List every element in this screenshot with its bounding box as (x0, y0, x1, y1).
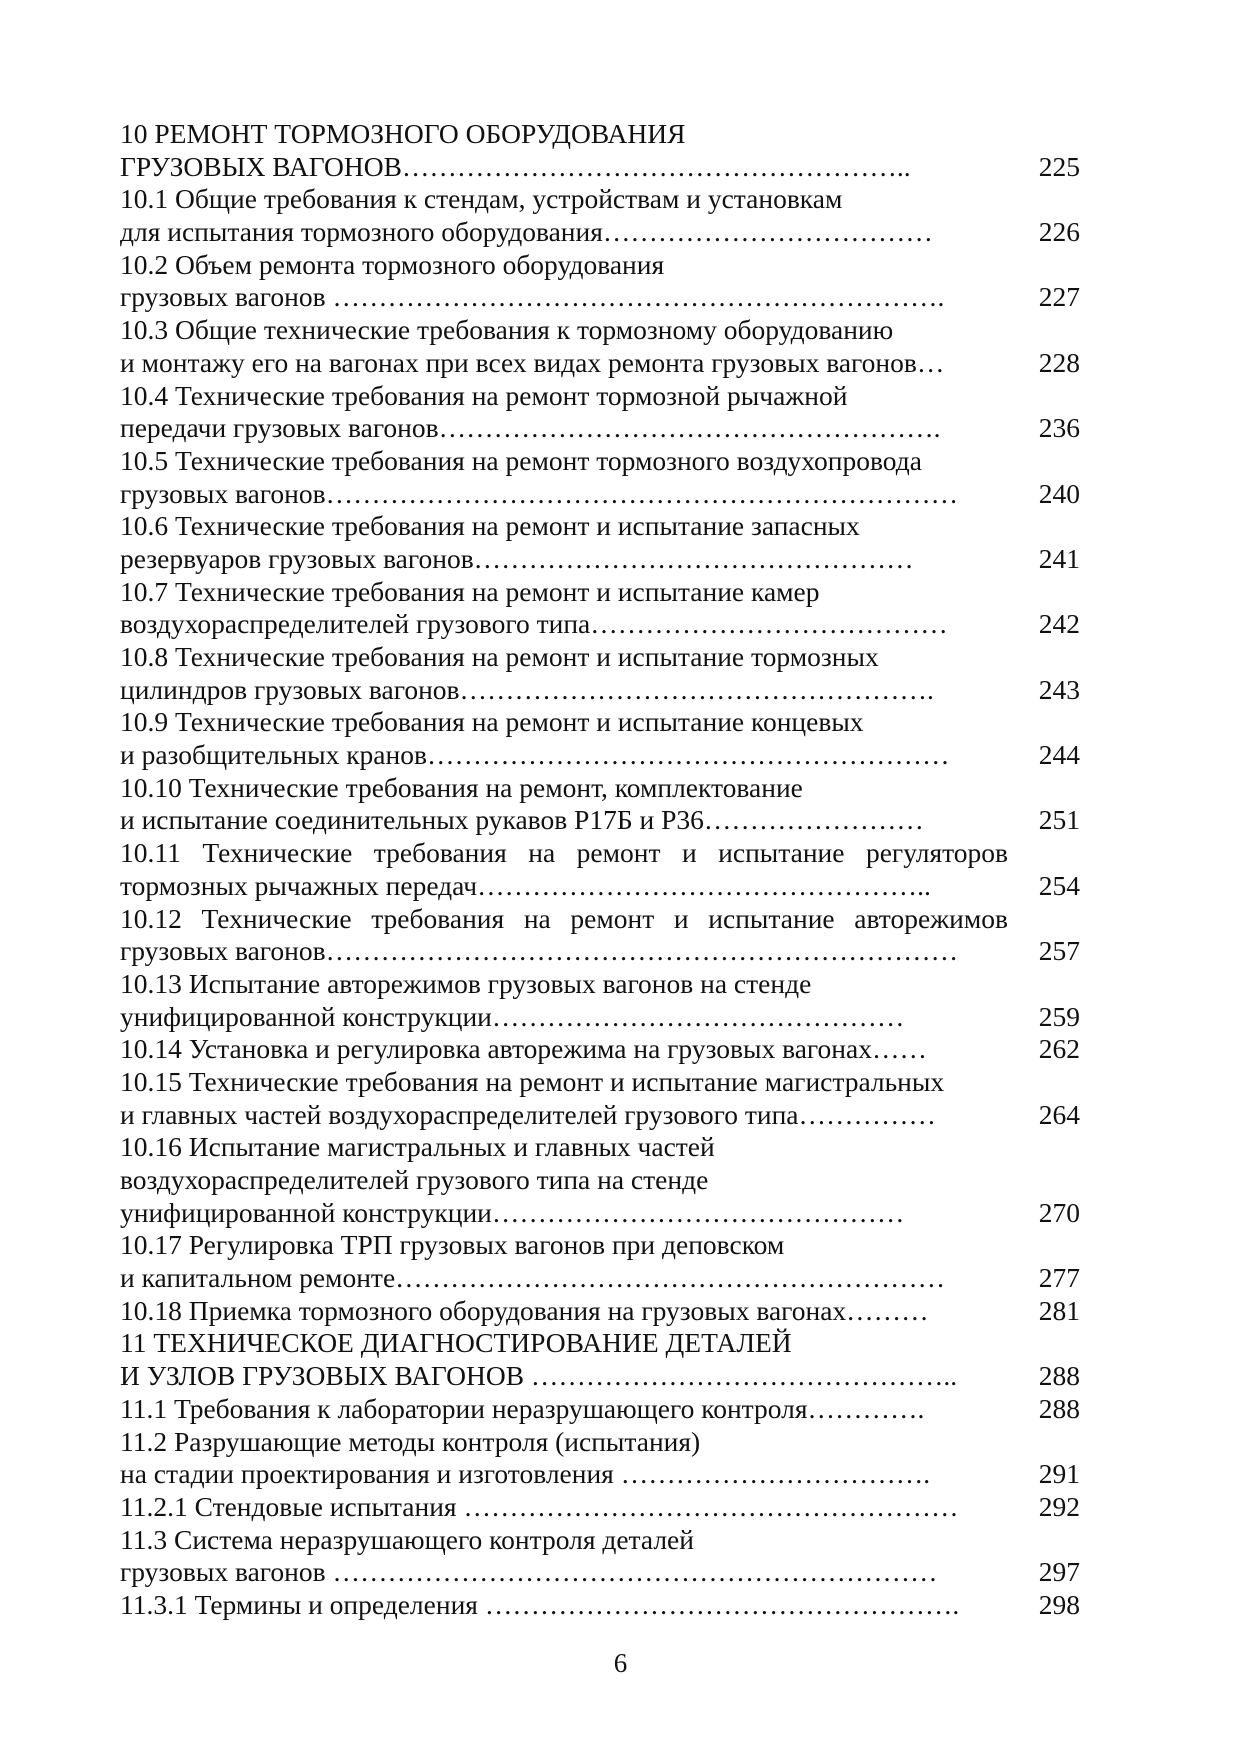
toc-entry-text: 10.16 Испытание магистральных и главных частей (120, 1131, 715, 1163)
toc-entry-text: воздухораспределителей грузового типа на стенде (120, 1164, 709, 1195)
toc-entry[interactable] (120, 772, 1080, 837)
toc-entry[interactable] (120, 641, 1080, 706)
toc-entry-text: унифицированной конструкции……………………………………… (120, 1196, 905, 1228)
toc-page-number: 297 (1038, 1556, 1080, 1588)
toc-page-number: 277 (1038, 1262, 1080, 1294)
toc-entry-text: 10.13 Испытание авторежимов грузовых вагонов на стенде (120, 967, 812, 999)
toc-page-number: 228 (1038, 346, 1080, 378)
toc-entry-text: ГРУЗОВЫХ ВАГОНОВ……………………………………………….. (120, 150, 911, 182)
toc-entry-text: резервуаров грузовых вагонов………………………………………… (120, 542, 914, 574)
toc-entry-text: 10.5 Технические требования на ремонт тормозного воздухопровода (120, 444, 922, 476)
toc-entry[interactable] (120, 706, 1080, 771)
toc-entry-text: 10.15 Технические требования на ремонт и испытание магистральных (120, 1065, 945, 1097)
page-number: 6 (613, 1648, 628, 1678)
toc-entry-text: воздухораспределителей грузового типа………………………………… (120, 608, 948, 640)
toc-entry-text: 10.14 Установка и регулировка авторежима на грузовых вагонах…… (120, 1033, 927, 1065)
toc-entry-text: грузовых вагонов …………………………………………………………. (120, 281, 945, 313)
toc-entry-text: тормозных рычажных передач………………………………………….. (120, 869, 931, 901)
toc-page-number: 292 (1038, 1490, 1080, 1522)
toc-entry[interactable] (120, 314, 1080, 379)
toc-page-number: 243 (1038, 673, 1080, 705)
toc-entry[interactable] (120, 968, 1080, 1033)
toc-entry-text: 10.11 Технические требования на ремонт и испытание регуляторов (120, 837, 1008, 869)
toc-entry[interactable] (120, 1589, 1080, 1622)
toc-page-number: 270 (1038, 1196, 1080, 1228)
toc-entry-text: 11.2 Разрушающие методы контроля (испытания) (120, 1425, 701, 1457)
toc-page-number: 251 (1038, 804, 1080, 836)
toc-entry[interactable] (120, 183, 1080, 248)
toc-entry[interactable] (120, 380, 1080, 445)
toc-entry-text: и главных частей воздухораспределителей грузового типа…………… (120, 1098, 937, 1130)
toc-entry-text: 10.10 Технические требования на ремонт, комплектование (120, 771, 803, 803)
toc-page-number: 241 (1038, 542, 1080, 574)
toc-entry[interactable] (120, 1229, 1080, 1294)
toc-entry-text: 10.3 Общие технические требования к тормозному оборудованию (120, 314, 894, 346)
toc-page-number: 244 (1038, 739, 1080, 771)
toc-page-number: 226 (1038, 216, 1080, 248)
toc-entry-text: 10 РЕМОНТ ТОРМОЗНОГО ОБОРУДОВАНИЯ (120, 118, 686, 149)
toc-page-number: 259 (1038, 1000, 1080, 1032)
toc-page-number: 236 (1038, 412, 1080, 444)
toc-entry-text: передачи грузовых вагонов………………………………………………. (120, 412, 941, 444)
toc-entry-text: и капитальном ремонте…………………………………………………… (120, 1262, 946, 1294)
toc-page-number: 264 (1038, 1098, 1080, 1130)
toc-entry-text: 11.2.1 Стендовые испытания ……………………………………………… (120, 1490, 959, 1522)
toc-entry-text: грузовых вагонов…………………………………………………………… (120, 477, 959, 509)
toc-entry-text: унифицированной конструкции……………………………………… (120, 1000, 905, 1032)
toc-entry-text: 10.8 Технические требования на ремонт и испытание тормозных (120, 641, 879, 672)
toc-entry-text: 10.4 Технические требования на ремонт тормозной рычажной (120, 379, 848, 411)
toc-entry[interactable] (120, 1033, 1080, 1066)
toc-entry-text: 10.7 Технические требования на ремонт и испытание камер (120, 575, 820, 607)
toc-page-number: 288 (1038, 1392, 1080, 1424)
toc-entry-text: и монтажу его на вагонах при всех видах ремонта грузовых вагонов… (120, 346, 945, 378)
toc-page-number: 262 (1038, 1033, 1080, 1065)
toc-entry-text: для испытания тормозного оборудования……………………………… (120, 216, 933, 248)
toc-page-number: 254 (1038, 869, 1080, 901)
toc-entry[interactable] (120, 1066, 1080, 1131)
toc-entry-text: грузовых вагонов ………………………………………………………… (120, 1556, 938, 1588)
toc-entry-text: 11.3.1 Термины и определения ……………………………………………. (120, 1588, 960, 1620)
toc-entry-text: 10.2 Объем ремонта тормозного оборудования (120, 248, 665, 280)
toc-entry[interactable] (120, 1327, 1080, 1392)
toc-page-number: 298 (1038, 1588, 1080, 1620)
toc-entry[interactable] (120, 445, 1080, 510)
toc-entry-text: 10.18 Приемка тормозного оборудования на грузовых вагонах……… (120, 1294, 929, 1326)
toc-entry-text: цилиндров грузовых вагонов……………………………………………. (120, 673, 934, 705)
toc-entry[interactable] (120, 837, 1080, 902)
toc-entry[interactable] (120, 1426, 1080, 1491)
toc-entry[interactable] (120, 1295, 1080, 1328)
toc-entry[interactable] (120, 118, 1080, 183)
toc-entry[interactable] (120, 576, 1080, 641)
toc-entry-text: И УЗЛОВ ГРУЗОВЫХ ВАГОНОВ ……………………………………….. (120, 1360, 958, 1392)
toc-entry-text: 10.6 Технические требования на ремонт и испытание запасных (120, 510, 860, 542)
toc-entry-text: 10.1 Общие требования к стендам, устройствам и установкам (120, 183, 843, 215)
toc-entry[interactable] (120, 1393, 1080, 1426)
toc-page-number: 240 (1038, 477, 1080, 509)
toc-entry-text: грузовых вагонов…………………………………………………………… (120, 935, 959, 967)
toc-page-number: 288 (1038, 1360, 1080, 1392)
toc-entry-text: 10.9 Технические требования на ремонт и испытание концевых (120, 706, 864, 738)
toc-entry-text: 11.1 Требования к лаборатории неразрушающего контроля…………. (120, 1392, 925, 1424)
toc-page-number: 291 (1038, 1458, 1080, 1490)
toc-page-number: 225 (1038, 150, 1080, 182)
toc-entry[interactable] (120, 1524, 1080, 1589)
toc-entry-text: на стадии проектирования и изготовления ……………………………. (120, 1458, 931, 1490)
toc-page-number: 281 (1038, 1294, 1080, 1326)
toc-page-number: 227 (1038, 281, 1080, 313)
toc-page-number: 242 (1038, 608, 1080, 640)
toc-entry-text: и испытание соединительных рукавов Р17Б и Р36…………………… (120, 804, 924, 836)
toc-entry-text: 11 ТЕХНИЧЕСКОЕ ДИАГНОСТИРОВАНИЕ ДЕТАЛЕЙ (120, 1327, 792, 1359)
toc-entry[interactable] (120, 249, 1080, 314)
table-of-contents (120, 118, 1080, 1622)
toc-entry-text: 11.3 Система неразрушающего контроля деталей (120, 1523, 694, 1555)
toc-entry-text: и разобщительных кранов………………………………………………… (120, 739, 950, 771)
toc-entry-text: 10.12 Технические требования на ремонт и испытание авторежимов (120, 902, 1008, 934)
toc-entry[interactable] (120, 1491, 1080, 1524)
toc-page-number: 257 (1038, 935, 1080, 967)
toc-entry[interactable] (120, 903, 1080, 968)
toc-entry-text: 10.17 Регулировка ТРП грузовых вагонов при деповском (120, 1229, 785, 1261)
toc-entry[interactable] (120, 510, 1080, 575)
toc-entry[interactable] (120, 1131, 1080, 1229)
